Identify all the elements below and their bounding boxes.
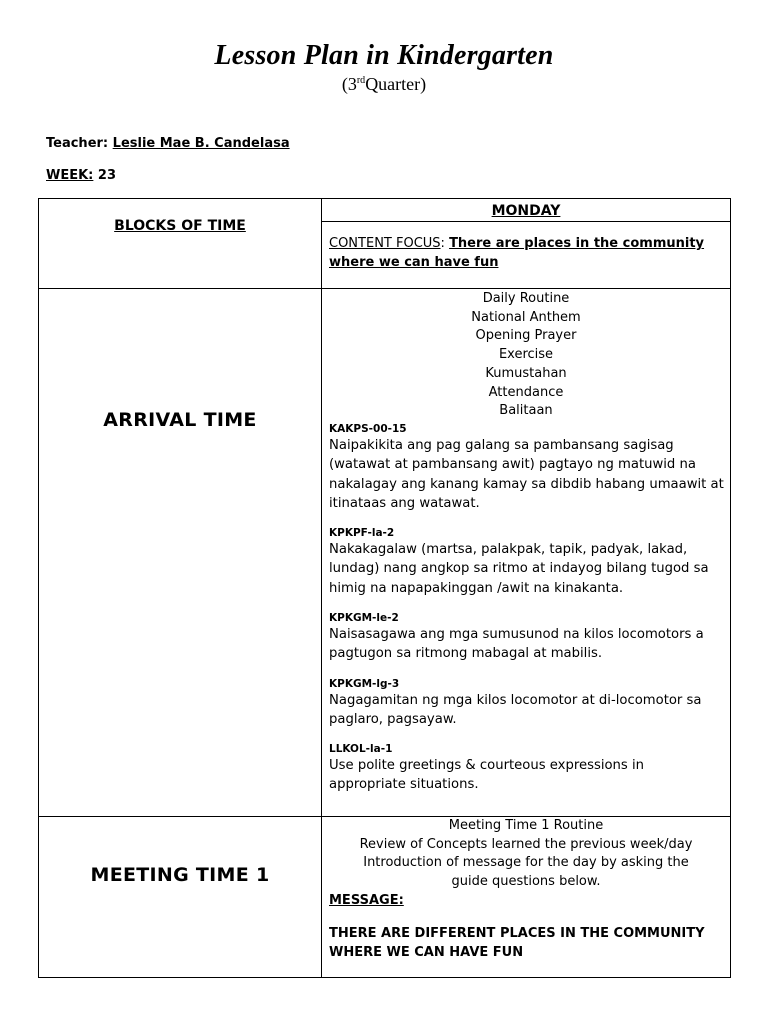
quarter-suffix: Quarter)	[365, 74, 427, 94]
routine-item: Exercise	[498, 347, 554, 363]
competency	[322, 742, 730, 795]
meeting-line: guide questions below.	[451, 874, 601, 890]
teacher-name: Leslie Mae B. Candelasa	[112, 136, 290, 151]
meeting-content-cell	[322, 817, 731, 978]
page-title: Lesson Plan in Kindergarten	[214, 40, 554, 71]
monday-cell	[322, 199, 731, 289]
competency-text: Nakakagalaw (martsa, palakpak, tapik, padyak, lakad, lundag) nang angkop sa ritmo at indayog bilang tugod sa himig na napapakinggan /awit na kinakanta.	[329, 542, 709, 596]
competency-text: Naipakikita ang pag galang sa pambansang sagisag (watawat at pambansang awit) pagtayo ng matuwid na nakalagay ang kanang kamay sa dibdib habang umaawit at itinataas ang watawat.	[329, 437, 724, 511]
arrival-label-cell	[39, 289, 322, 817]
competency-code: KPKPF-la-2	[329, 527, 395, 540]
message-label: MESSAGE:	[329, 892, 404, 908]
content-focus-text: There are places in the community where we can have fun	[329, 236, 705, 270]
meeting-time-label: MEETING TIME 1	[90, 863, 270, 886]
competency	[322, 677, 730, 730]
quarter-prefix: (3	[341, 74, 357, 94]
competency	[322, 526, 730, 598]
meeting-line: Review of Concepts learned the previous week/day	[359, 836, 693, 852]
meeting-line: Introduction of message for the day by asking the	[363, 855, 689, 871]
meeting-row	[39, 817, 731, 978]
meeting-line: Meeting Time 1 Routine	[448, 818, 604, 833]
blocks-of-time-header: BLOCKS OF TIME	[114, 218, 246, 234]
header-row	[39, 199, 731, 289]
week-value: 23	[93, 168, 116, 183]
competency-code: LLKOL-la-1	[329, 743, 393, 756]
arrival-time-label: ARRIVAL TIME	[103, 409, 257, 431]
routine-item: Kumustahan	[485, 365, 567, 381]
week-label: WEEK:	[46, 168, 94, 183]
routine-item: Balitaan	[499, 403, 553, 419]
content-focus-colon: :	[440, 236, 450, 251]
content-focus	[322, 222, 730, 286]
blocks-of-time-cell	[39, 199, 322, 289]
message-text: THERE ARE DIFFERENT PLACES IN THE COMMUNITY WHERE WE CAN HAVE FUN	[329, 925, 705, 960]
arrival-content-cell	[322, 289, 731, 817]
quarter-superscript: rd	[356, 75, 366, 86]
competency-text: Nagagamitan ng mga kilos locomotor at di-locomotor sa paglaro, pagsayaw.	[329, 692, 702, 727]
content-focus-label: CONTENT FOCUS	[329, 236, 441, 251]
competency	[322, 422, 730, 513]
routine-item: Daily Routine	[482, 291, 570, 306]
competency	[322, 611, 730, 664]
routine-item: Opening Prayer	[475, 328, 577, 344]
monday-header: MONDAY	[322, 199, 730, 222]
competency-code: KPKGM-le-2	[329, 612, 399, 624]
meeting-routine	[322, 817, 730, 892]
routine-item: Attendance	[488, 384, 564, 400]
week-line	[46, 168, 116, 183]
arrival-row	[39, 289, 731, 817]
competency-code: KPKGM-lg-3	[329, 677, 400, 690]
competency-code: KAKPS-00-15	[329, 422, 407, 435]
teacher-label: Teacher:	[46, 136, 113, 151]
arrival-routine	[322, 289, 730, 421]
lesson-plan-table	[38, 198, 731, 978]
meeting-label-cell	[39, 817, 322, 978]
competency-text: Naisasagawa ang mga sumusunod na kilos locomotors a pagtugon sa ritmong mabagal at mabilis.	[329, 627, 704, 662]
teacher-line	[46, 136, 290, 151]
routine-item: National Anthem	[471, 309, 581, 325]
quarter-subtitle	[0, 74, 768, 95]
competency-text: Use polite greetings & courteous expressions in appropriate situations.	[329, 758, 644, 793]
